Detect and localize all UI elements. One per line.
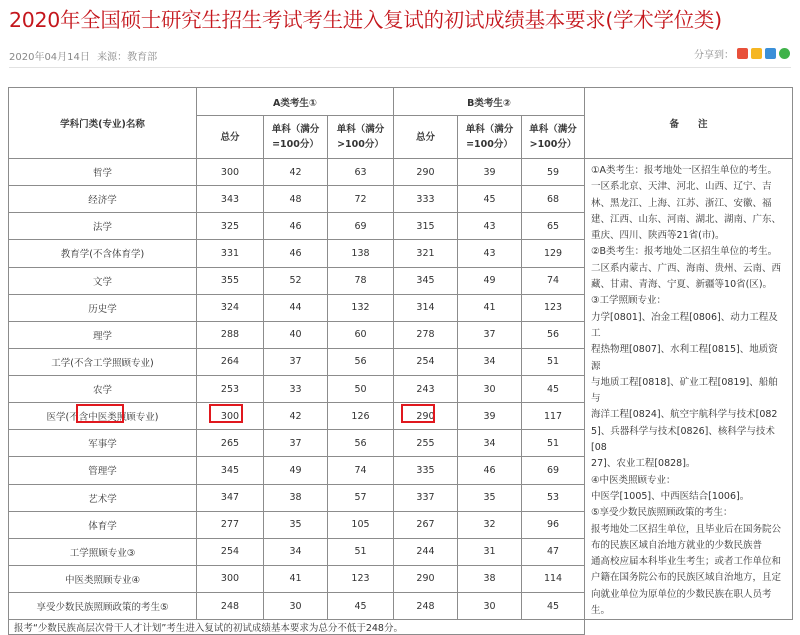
b-single-100-cell: 43 — [458, 240, 522, 267]
a-total-cell: 248 — [197, 593, 264, 620]
b-single-gt100-cell: 65 — [522, 213, 585, 240]
b-single-gt100-cell: 47 — [522, 538, 585, 565]
b-total-cell: 335 — [394, 457, 458, 484]
b-total-cell: 290 — [394, 159, 458, 186]
a-single-gt100-cell: 60 — [328, 321, 394, 348]
b-total-header: 总分 — [394, 116, 458, 159]
a-total-cell: 347 — [197, 484, 264, 511]
table-row — [9, 159, 793, 186]
b-single-gt100-cell: 123 — [522, 294, 585, 321]
discipline-cell: 哲学 — [9, 159, 197, 186]
b-single-gt100-cell: 45 — [522, 376, 585, 403]
b-single-gt100-cell: 59 — [522, 159, 585, 186]
article-meta — [9, 48, 157, 63]
a-single-gt100-cell: 56 — [328, 348, 394, 375]
b-total-cell: 321 — [394, 240, 458, 267]
a-single-gt100-cell: 132 — [328, 294, 394, 321]
remarks-line: 中医学[1005]、中西医结合[1006]。 — [591, 490, 750, 502]
b-single-100-cell: 30 — [458, 376, 522, 403]
b-total-cell: 243 — [394, 376, 458, 403]
remarks-line: 重庆、四川、陕西等21省(市)。 — [591, 230, 725, 242]
a-single-100-cell: 40 — [264, 321, 328, 348]
remarks-cell — [585, 159, 793, 620]
remarks-line: ②B类考生：报考地处二区招生单位的考生。 — [591, 246, 778, 258]
tencent-weibo-icon[interactable] — [765, 48, 776, 59]
b-single-gt100-cell: 129 — [522, 240, 585, 267]
a-total-cell: 325 — [197, 213, 264, 240]
highlight-a-total — [209, 404, 243, 423]
b-total-cell: 290 — [394, 403, 458, 430]
a-total-cell: 331 — [197, 240, 264, 267]
b-single-100-cell: 45 — [458, 186, 522, 213]
wechat-icon[interactable] — [779, 48, 790, 59]
a-single-100-cell: 33 — [264, 376, 328, 403]
b-total-cell: 290 — [394, 565, 458, 592]
discipline-cell: 艺术学 — [9, 484, 197, 511]
a-single-100-cell: 46 — [264, 213, 328, 240]
b-single-100-cell: 35 — [458, 484, 522, 511]
b-single-100-cell: 49 — [458, 267, 522, 294]
a-total-cell: 300 — [197, 403, 264, 430]
b-single-100-cell: 34 — [458, 430, 522, 457]
a-single-gt100-cell: 105 — [328, 511, 394, 538]
remarks-line: 与地质工程[0818]、矿业工程[0819]、船舶与 — [591, 376, 778, 405]
a-total-cell: 277 — [197, 511, 264, 538]
remarks-line: 建、江西、山东、河南、湖北、湖南、广东、 — [591, 213, 782, 225]
a-total-cell: 355 — [197, 267, 264, 294]
b-single-gt100-cell: 51 — [522, 348, 585, 375]
b-single-100-cell: 39 — [458, 403, 522, 430]
a-single-gt100-header: 单科（满分>100分） — [328, 116, 394, 159]
sina-weibo-icon[interactable] — [737, 48, 748, 59]
highlight-discipline — [76, 404, 124, 423]
share-label: 分享到： — [694, 50, 734, 61]
remarks-line: 林、黑龙江、上海、江苏、浙江、安徽、福 — [591, 197, 772, 209]
b-single-gt100-cell: 45 — [522, 593, 585, 620]
b-single-100-cell: 34 — [458, 348, 522, 375]
a-single-gt100-cell: 78 — [328, 267, 394, 294]
b-single-100-header: 单科（满分=100分） — [458, 116, 522, 159]
discipline-header: 学科门类(专业)名称 — [9, 88, 197, 159]
b-single-100-cell: 32 — [458, 511, 522, 538]
a-total-cell: 300 — [197, 159, 264, 186]
b-single-gt100-cell: 51 — [522, 430, 585, 457]
discipline-cell: 体育学 — [9, 511, 197, 538]
share-bar — [694, 46, 790, 61]
discipline-cell: 理学 — [9, 321, 197, 348]
remarks-line: 27]、农业工程[0828]。 — [591, 458, 696, 470]
b-total-cell: 314 — [394, 294, 458, 321]
a-total-cell: 345 — [197, 457, 264, 484]
a-single-100-cell: 38 — [264, 484, 328, 511]
a-group-header: A类考生① — [197, 88, 394, 116]
a-single-gt100-cell: 72 — [328, 186, 394, 213]
a-single-100-cell: 42 — [264, 403, 328, 430]
b-single-100-cell: 38 — [458, 565, 522, 592]
discipline-cell: 历史学 — [9, 294, 197, 321]
a-single-gt100-cell: 138 — [328, 240, 394, 267]
remarks-line: 户籍在国务院公布的民族区域自治地方，且定 — [591, 572, 782, 584]
discipline-cell: 工学(不含工学照顾专业) — [9, 348, 197, 375]
a-single-100-header: 单科（满分=100分） — [264, 116, 328, 159]
remarks-line: 向就业单位为原单位的少数民族在职人员考 — [591, 588, 772, 600]
b-single-gt100-cell: 96 — [522, 511, 585, 538]
discipline-cell: 农学 — [9, 376, 197, 403]
a-single-gt100-cell: 63 — [328, 159, 394, 186]
a-single-100-cell: 34 — [264, 538, 328, 565]
b-group-header: B类考生② — [394, 88, 585, 116]
a-total-cell: 265 — [197, 430, 264, 457]
a-total-cell: 264 — [197, 348, 264, 375]
a-single-gt100-cell: 56 — [328, 430, 394, 457]
remarks-line: ③工学照顾专业： — [591, 295, 667, 307]
b-single-100-cell: 46 — [458, 457, 522, 484]
score-table — [8, 87, 793, 635]
discipline-cell: 医学(不含中医类照顾专业) — [9, 403, 197, 430]
b-total-cell: 267 — [394, 511, 458, 538]
remarks-line: 力学[0801]、冶金工程[0806]、动力工程及工 — [591, 311, 778, 339]
remarks-line: ①A类考生：报考地处一区招生单位的考生。 — [591, 165, 778, 176]
a-single-gt100-cell: 57 — [328, 484, 394, 511]
a-single-100-cell: 46 — [264, 240, 328, 267]
page-title: 2020年全国硕士研究生招生考试考生进入复试的初试成绩基本要求(学术学位类) — [9, 8, 722, 32]
b-total-cell: 333 — [394, 186, 458, 213]
a-single-100-cell: 30 — [264, 593, 328, 620]
qzone-icon[interactable] — [751, 48, 762, 59]
a-total-cell: 300 — [197, 565, 264, 592]
discipline-cell: 文学 — [9, 267, 197, 294]
b-single-100-cell: 30 — [458, 593, 522, 620]
b-total-cell: 337 — [394, 484, 458, 511]
a-single-gt100-cell: 126 — [328, 403, 394, 430]
b-single-100-cell: 43 — [458, 213, 522, 240]
article-source: 来源：教育部 — [97, 52, 158, 63]
highlight-b-total — [401, 404, 435, 423]
a-total-cell: 343 — [197, 186, 264, 213]
b-single-100-cell: 31 — [458, 538, 522, 565]
a-total-cell: 253 — [197, 376, 264, 403]
b-single-gt100-cell: 74 — [522, 267, 585, 294]
discipline-cell: 管理学 — [9, 457, 197, 484]
a-single-100-cell: 41 — [264, 565, 328, 592]
a-single-gt100-cell: 50 — [328, 376, 394, 403]
b-single-gt100-cell: 68 — [522, 186, 585, 213]
discipline-cell: 中医类照顾专业④ — [9, 565, 197, 592]
a-single-100-cell: 52 — [264, 267, 328, 294]
b-single-gt100-header: 单科（满分>100分） — [522, 116, 585, 159]
b-total-cell: 244 — [394, 538, 458, 565]
discipline-cell: 法学 — [9, 213, 197, 240]
remarks-line: 布的民族区域自治地方就业的少数民族普 — [591, 539, 763, 551]
a-single-100-cell: 44 — [264, 294, 328, 321]
b-total-cell: 248 — [394, 593, 458, 620]
a-total-cell: 288 — [197, 321, 264, 348]
a-total-cell: 324 — [197, 294, 264, 321]
b-total-cell: 315 — [394, 213, 458, 240]
a-single-gt100-cell: 51 — [328, 538, 394, 565]
b-total-cell: 255 — [394, 430, 458, 457]
a-total-header: 总分 — [197, 116, 264, 159]
b-total-cell: 254 — [394, 348, 458, 375]
b-single-100-cell: 41 — [458, 294, 522, 321]
b-total-cell: 345 — [394, 267, 458, 294]
a-single-100-cell: 49 — [264, 457, 328, 484]
a-single-100-cell: 37 — [264, 430, 328, 457]
remarks-line: ④中医类照顾专业： — [591, 474, 676, 486]
remarks-line: ⑤享受少数民族照顾政策的考生： — [591, 507, 733, 519]
remarks-line: 5]、兵器科学与技术[0826]、核科学与技术[08 — [591, 425, 775, 454]
remarks-line: 通高校应届本科毕业生考生；或者工作单位和 — [591, 556, 782, 568]
discipline-cell: 教育学(不含体育学) — [9, 240, 197, 267]
remarks-line: 报考地处二区招生单位，且毕业后在国务院公 — [591, 523, 782, 535]
a-single-100-cell: 35 — [264, 511, 328, 538]
remarks-line: 生。 — [591, 605, 611, 617]
remarks-line: 藏、甘肃、青海、宁夏、新疆等10省(区)。 — [591, 279, 773, 291]
b-single-gt100-cell: 69 — [522, 457, 585, 484]
remarks-line: 二区系内蒙古、广西、海南、贵州、云南、西 — [591, 262, 782, 274]
a-single-gt100-cell: 69 — [328, 213, 394, 240]
header-divider — [9, 67, 791, 68]
remarks-line: 海洋工程[0824]、航空宇航科学与技术[082 — [591, 409, 778, 421]
a-single-100-cell: 42 — [264, 159, 328, 186]
remarks-line: 程热物理[0807]、水利工程[0815]、地质资源 — [591, 344, 778, 372]
a-total-cell: 254 — [197, 538, 264, 565]
b-single-gt100-cell: 117 — [522, 403, 585, 430]
b-single-gt100-cell: 56 — [522, 321, 585, 348]
a-single-100-cell: 37 — [264, 348, 328, 375]
b-single-100-cell: 39 — [458, 159, 522, 186]
remarks-line: 一区系北京、天津、河北、山西、辽宁、吉 — [591, 181, 772, 193]
remarks-header: 备 注 — [585, 88, 793, 159]
discipline-cell: 享受少数民族照顾政策的考生⑤ — [9, 593, 197, 620]
b-single-gt100-cell: 53 — [522, 484, 585, 511]
a-single-gt100-cell: 123 — [328, 565, 394, 592]
discipline-cell: 经济学 — [9, 186, 197, 213]
footnote: 报考“少数民族高层次骨干人才计划”考生进入复试的初试成绩基本要求为总分不低于248分。 — [9, 620, 585, 635]
a-single-100-cell: 48 — [264, 186, 328, 213]
discipline-cell: 工学照顾专业③ — [9, 538, 197, 565]
publish-date: 2020年04月14日 — [9, 52, 90, 63]
a-single-gt100-cell: 45 — [328, 593, 394, 620]
b-total-cell: 278 — [394, 321, 458, 348]
discipline-cell: 军事学 — [9, 430, 197, 457]
b-single-gt100-cell: 114 — [522, 565, 585, 592]
a-single-gt100-cell: 74 — [328, 457, 394, 484]
b-single-100-cell: 37 — [458, 321, 522, 348]
